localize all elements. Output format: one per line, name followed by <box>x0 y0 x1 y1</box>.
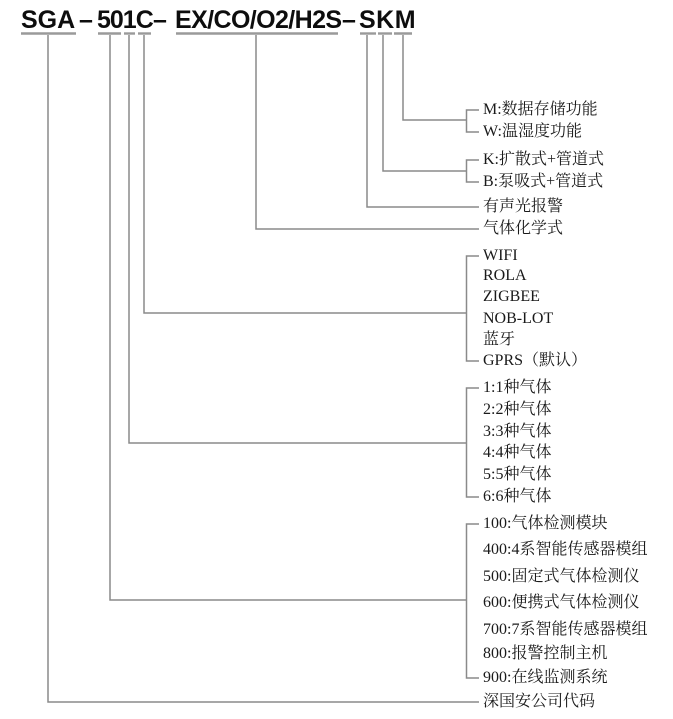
model-dash-2: – <box>153 6 167 34</box>
connector-letter-s <box>367 35 479 207</box>
connector-digit-1 <box>129 35 467 443</box>
callout-100-detection-module: 100:气体检测模块 <box>483 515 608 532</box>
callout-zigbee: ZIGBEE <box>483 288 540 305</box>
bracket-kb <box>467 160 480 182</box>
model-segment-series: 501C <box>97 6 153 34</box>
model-segment-gas-list: EX/CO/O2/H2S <box>175 6 342 34</box>
callout-k-diffusion-duct: K:扩散式+管道式 <box>483 151 605 168</box>
connector-letter-c <box>144 35 467 313</box>
callout-500-fixed-detector: 500:固定式气体检测仪 <box>483 568 640 585</box>
model-segment-company: SGA <box>21 6 76 34</box>
bracket-series <box>467 524 480 678</box>
bracket-comm <box>467 256 480 361</box>
model-segment-options: SKM <box>359 6 417 34</box>
model-dash-1: – <box>79 6 93 34</box>
callout-nob-lot: NOB-LOT <box>483 310 554 327</box>
connector-sga <box>48 35 479 702</box>
callout-6-gas: 6:6种气体 <box>483 488 552 505</box>
bracket-mw <box>467 110 480 132</box>
callout-b-pump-duct: B:泵吸式+管道式 <box>483 173 604 190</box>
callout-sound-light-alarm: 有声光报警 <box>483 198 564 215</box>
connector-letter-k <box>383 35 467 171</box>
callout-900-online-system: 900:在线监测系统 <box>483 669 608 686</box>
callout-gas-formula: 气体化学式 <box>483 220 564 237</box>
callout-4-gas: 4:4种气体 <box>483 444 552 461</box>
callout-5-gas: 5:5种气体 <box>483 466 552 483</box>
callout-company-code: 深国安公司代码 <box>483 693 596 710</box>
callout-w-temp-humidity: W:温湿度功能 <box>483 123 582 140</box>
bracket-gas-count <box>467 388 480 497</box>
callout-2-gas: 2:2种气体 <box>483 401 552 418</box>
callout-700-sensor-module: 700:7系智能传感器模组 <box>483 621 648 638</box>
callout-3-gas: 3:3种气体 <box>483 423 552 440</box>
callout-wifi: WIFI <box>483 247 518 264</box>
callout-600-portable-detector: 600:便携式气体检测仪 <box>483 594 640 611</box>
callout-gprs-default: GPRS（默认） <box>483 352 588 369</box>
callout-bluetooth: 蓝牙 <box>483 331 516 348</box>
model-dash-3: – <box>342 6 356 34</box>
callout-800-alarm-controller: 800:报警控制主机 <box>483 645 608 662</box>
callout-m-data-storage: M:数据存储功能 <box>483 101 598 118</box>
connector-letter-m <box>403 35 467 120</box>
callout-400-sensor-module: 400:4系智能传感器模组 <box>483 541 648 558</box>
callout-1-gas: 1:1种气体 <box>483 379 552 396</box>
callout-rola: ROLA <box>483 267 527 284</box>
